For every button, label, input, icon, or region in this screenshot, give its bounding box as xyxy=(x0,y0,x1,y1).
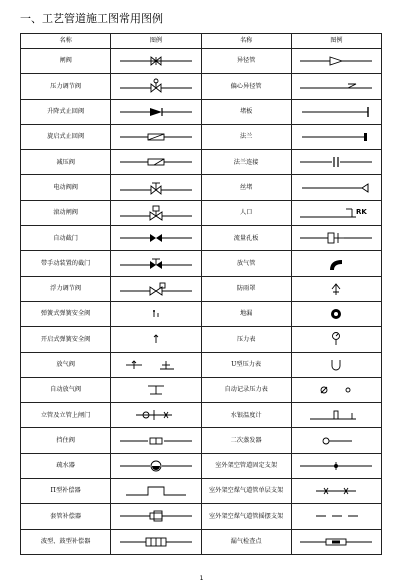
table-row xyxy=(21,428,382,453)
mercury-thermometer-icon xyxy=(292,403,381,427)
table-row xyxy=(21,403,382,428)
float-regulating-valve-icon xyxy=(111,277,200,301)
symbol-cell-right xyxy=(291,99,381,124)
symbol-cell-left xyxy=(111,504,201,529)
symbol-name-left: 立管及立管上闸门 xyxy=(21,403,111,428)
flange-icon xyxy=(292,125,381,149)
symbol-name-right: 丝堵 xyxy=(201,175,291,200)
vent-pipe-icon xyxy=(292,251,381,275)
symbol-name-right: 流量孔板 xyxy=(201,226,291,251)
symbol-name-right: 法兰连接 xyxy=(201,150,291,175)
eccentric-reducer-icon xyxy=(292,74,381,98)
symbol-name-left: 压力调节阀 xyxy=(21,74,111,99)
symbol-cell-right xyxy=(291,327,381,352)
table-row xyxy=(21,479,382,504)
symbol-name-right: 漏气检查点 xyxy=(201,529,291,554)
pressure-regulating-valve-icon xyxy=(111,74,200,98)
table-row xyxy=(21,150,382,175)
symbol-name-left: 带手动装置的截门 xyxy=(21,251,111,276)
symbol-name-right: 压力表 xyxy=(201,327,291,352)
sleeve-compensator-icon xyxy=(111,504,200,528)
symbol-name-left: 放气阀 xyxy=(21,352,111,377)
flange-connection-icon xyxy=(292,150,381,174)
table-header-row xyxy=(21,34,382,49)
stop-valve-icon xyxy=(111,428,200,452)
symbol-cell-left xyxy=(111,74,201,99)
symbol-cell-right xyxy=(291,124,381,149)
symbol-name-right: 室外架空煤气道管摇摆支架 xyxy=(201,504,291,529)
table-row xyxy=(21,74,382,99)
symbol-cell-right xyxy=(291,175,381,200)
symbol-cell-right xyxy=(291,377,381,402)
symbol-name-left: 开启式弹簧安全阀 xyxy=(21,327,111,352)
symbol-cell-left xyxy=(111,226,201,251)
symbol-name-left: 自动放气阀 xyxy=(21,377,111,402)
symbol-name-right: 放气管 xyxy=(201,251,291,276)
screw-plug-icon xyxy=(292,175,381,199)
symbol-cell-left xyxy=(111,529,201,554)
open-spring-safety-valve-icon xyxy=(111,327,200,351)
table-row xyxy=(21,301,382,326)
legend-table xyxy=(20,33,382,555)
symbol-name-left: 闸阀 xyxy=(21,49,111,74)
header-name-right: 名称 xyxy=(201,34,291,49)
symbol-name-right: 室外架空管道固定支架 xyxy=(201,453,291,478)
symbol-cell-left xyxy=(111,200,201,225)
rolling-gate-valve-icon xyxy=(111,201,200,225)
lift-check-valve-icon xyxy=(111,100,200,124)
page-number: 1 xyxy=(199,575,204,582)
symbol-name-left: 升降式止回阀 xyxy=(21,99,111,124)
reducer-icon xyxy=(292,49,381,73)
symbol-cell-right xyxy=(291,226,381,251)
symbol-cell-right xyxy=(291,479,381,504)
automatic-stop-valve-icon xyxy=(111,226,200,250)
automatic-vent-valve-icon xyxy=(111,378,200,402)
secondary-evaporator-icon xyxy=(292,428,381,452)
symbol-cell-right xyxy=(291,276,381,301)
header-name-left: 名称 xyxy=(21,34,111,49)
swing-check-valve-icon xyxy=(111,125,200,149)
symbol-name-left: 波型、鼓型补偿器 xyxy=(21,529,111,554)
table-row xyxy=(21,124,382,149)
manhole-icon xyxy=(292,201,381,225)
vent-valve-icon xyxy=(111,353,200,377)
symbol-cell-left xyxy=(111,251,201,276)
table-row xyxy=(21,200,382,225)
gate-valve-icon xyxy=(111,49,200,73)
symbol-name-right: 偏心异径管 xyxy=(201,74,291,99)
symbol-cell-left xyxy=(111,276,201,301)
swing-support-icon xyxy=(292,504,381,528)
symbol-cell-left xyxy=(111,150,201,175)
table-row xyxy=(21,377,382,402)
symbol-name-right: 法兰 xyxy=(201,124,291,149)
symbol-name-left: 疏水器 xyxy=(21,453,111,478)
riser-valve-icon xyxy=(111,403,200,427)
symbol-cell-left xyxy=(111,352,201,377)
leak-check-point-icon xyxy=(292,530,381,554)
table-row xyxy=(21,352,382,377)
table-row xyxy=(21,453,382,478)
symbol-cell-right xyxy=(291,251,381,276)
symbol-cell-left xyxy=(111,403,201,428)
rain-cover-icon xyxy=(292,277,381,301)
symbol-cell-right xyxy=(291,74,381,99)
header-symbol-left: 图例 xyxy=(111,34,201,49)
symbol-cell-right xyxy=(291,504,381,529)
steam-trap-icon xyxy=(111,454,200,478)
symbol-cell-right xyxy=(291,301,381,326)
u-manometer-icon xyxy=(292,353,381,377)
symbol-cell-left xyxy=(111,453,201,478)
pi-compensator-icon xyxy=(111,479,200,503)
manhole-label: RK xyxy=(356,207,368,216)
symbol-name-left: 自动截门 xyxy=(21,226,111,251)
symbol-name-left: 挡住阀 xyxy=(21,428,111,453)
recording-gauge-icon xyxy=(292,378,381,402)
symbol-name-right: U型压力表 xyxy=(201,352,291,377)
symbol-cell-right xyxy=(291,453,381,478)
spring-safety-valve-icon xyxy=(111,302,200,326)
symbol-cell-right xyxy=(291,49,381,74)
symbol-name-left: 旋启式止回阀 xyxy=(21,124,111,149)
symbol-name-right: 异径管 xyxy=(201,49,291,74)
symbol-name-right: 室外架空煤气道管单层支架 xyxy=(201,479,291,504)
header-symbol-right: 图例 xyxy=(291,34,381,49)
table-row xyxy=(21,99,382,124)
symbol-cell-left xyxy=(111,327,201,352)
symbol-name-right: 地漏 xyxy=(201,301,291,326)
symbol-cell-left xyxy=(111,428,201,453)
bellows-compensator-icon xyxy=(111,530,200,554)
symbol-cell-right xyxy=(291,200,381,225)
symbol-cell-left xyxy=(111,479,201,504)
table-row xyxy=(21,226,382,251)
table-row xyxy=(21,49,382,74)
symbol-name-left: 浮力调节阀 xyxy=(21,276,111,301)
table-row xyxy=(21,175,382,200)
symbol-cell-right xyxy=(291,428,381,453)
single-layer-support-icon xyxy=(292,479,381,503)
page-title: 一、工艺管道施工图常用图例 xyxy=(20,12,163,25)
symbol-name-left: Π型补偿器 xyxy=(21,479,111,504)
symbol-name-right: 防雨罩 xyxy=(201,276,291,301)
symbol-cell-left xyxy=(111,99,201,124)
manual-stop-valve-icon xyxy=(111,251,200,275)
symbol-cell-right xyxy=(291,529,381,554)
symbol-cell-left xyxy=(111,175,201,200)
blind-plate-icon xyxy=(292,100,381,124)
symbol-cell-right xyxy=(291,352,381,377)
pressure-reducing-valve-icon xyxy=(111,150,200,174)
symbol-cell-right xyxy=(291,403,381,428)
symbol-cell-left xyxy=(111,124,201,149)
pressure-gauge-icon xyxy=(292,327,381,351)
symbol-name-right: 自动记录压力表 xyxy=(201,377,291,402)
table-row xyxy=(21,327,382,352)
table-row xyxy=(21,276,382,301)
table-body xyxy=(21,49,382,555)
symbol-cell-left xyxy=(111,49,201,74)
fixed-support-icon xyxy=(292,454,381,478)
symbol-name-left: 电动阀阀 xyxy=(21,175,111,200)
symbol-name-right: 人口 xyxy=(201,200,291,225)
electric-valve-icon xyxy=(111,175,200,199)
symbol-name-left: 减压阀 xyxy=(21,150,111,175)
orifice-plate-icon xyxy=(292,226,381,250)
symbol-name-right: 堵板 xyxy=(201,99,291,124)
table-row xyxy=(21,251,382,276)
symbol-cell-left xyxy=(111,377,201,402)
symbol-name-right: 二次蒸发器 xyxy=(201,428,291,453)
symbol-cell-right xyxy=(291,150,381,175)
floor-drain-icon xyxy=(292,302,381,326)
symbol-cell-left xyxy=(111,301,201,326)
symbol-name-left: 弹簧式弹簧安全阀 xyxy=(21,301,111,326)
symbol-name-right: 水银温度计 xyxy=(201,403,291,428)
symbol-name-left: 套管补偿器 xyxy=(21,504,111,529)
table-row xyxy=(21,504,382,529)
table-row xyxy=(21,529,382,554)
symbol-name-left: 滚动闸阀 xyxy=(21,200,111,225)
